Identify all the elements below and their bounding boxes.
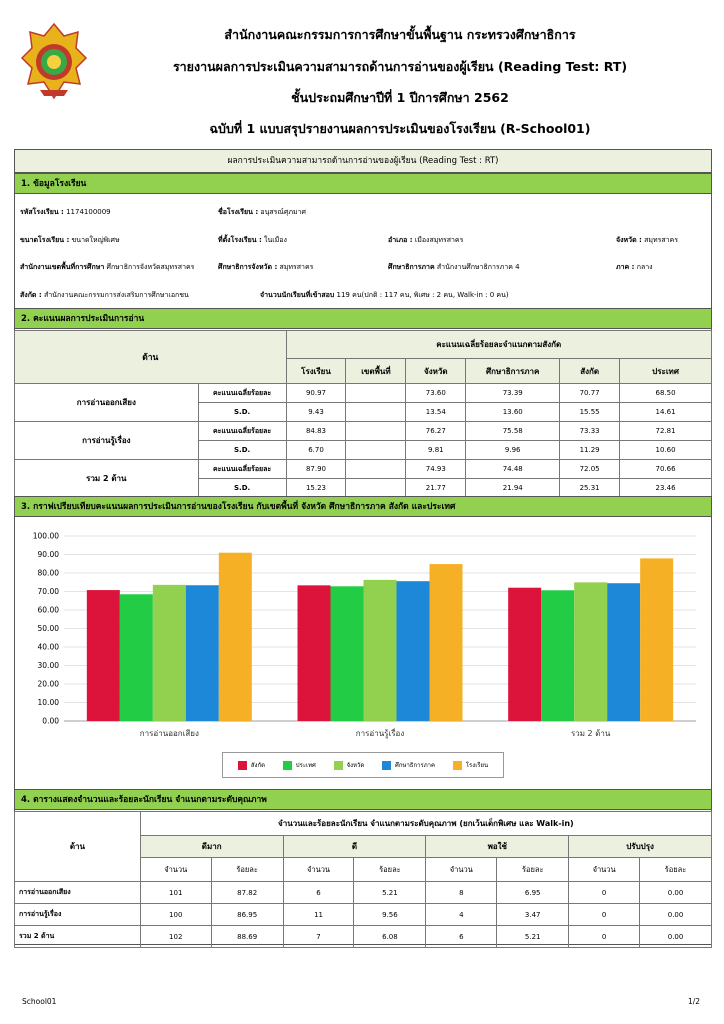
legend-label: จังหวัด	[346, 762, 365, 769]
score-mean-cell: 73.33	[560, 422, 620, 441]
chart-bar	[364, 580, 397, 721]
region-edu: ศึกษาธิการภาค สำนักงานศึกษาธิการภาค 4	[388, 263, 520, 271]
quality-level-header: พอใช้	[426, 836, 569, 858]
quality-cell: 4	[426, 904, 497, 926]
quality-aspect: การอ่านออกเสียง	[15, 882, 141, 904]
chart-legend	[222, 752, 504, 778]
quality-cell: 6.95	[497, 882, 569, 904]
chart-bar	[397, 581, 430, 721]
score-mean-label: คะแนนเฉลี่ยร้อยละ	[198, 460, 286, 479]
quality-sub-header: จำนวน	[569, 858, 640, 882]
chart-y-tick-label: 70.00	[37, 587, 59, 596]
chart-bar	[120, 594, 153, 721]
score-sd-label: S.D.	[198, 479, 286, 498]
score-mean-cell	[346, 384, 406, 403]
score-mean-cell: 75.58	[466, 422, 560, 441]
quality-level-header: ปรับปรุง	[569, 836, 712, 858]
quality-cell: 86.95	[211, 904, 283, 926]
chart-bar	[541, 590, 574, 721]
score-sd-cell	[346, 441, 406, 460]
score-sd-cell	[346, 403, 406, 422]
quality-cell: 6	[283, 882, 354, 904]
quality-cell: 3.47	[497, 904, 569, 926]
score-col-group: คะแนนเฉลี่ยร้อยละจำแนกตามสังกัด	[286, 331, 711, 359]
legend-label: ประเทศ	[295, 762, 316, 769]
quality-cell: 0	[569, 904, 640, 926]
score-mean-cell	[346, 460, 406, 479]
footer-report-code: School01	[22, 997, 57, 1006]
score-col-area: เขตพื้นที่	[346, 359, 406, 384]
chart-y-tick-label: 80.00	[37, 568, 59, 578]
quality-cell: 9.56	[354, 904, 426, 926]
quality-cell: 0	[569, 882, 640, 904]
header-line-2: รายงานผลการประเมินความสามารถด้านการอ่านของผู้เรียน (Reading Test: RT)	[172, 59, 628, 74]
footer-page-number: 1/2	[688, 997, 701, 1006]
quality-level-header: ดีมาก	[140, 836, 283, 858]
chart-x-tick-label: รวม 2 ด้าน	[570, 729, 611, 738]
score-mean-cell: 84.83	[286, 422, 346, 441]
legend-item	[283, 760, 316, 770]
quality-sub-header: จำนวน	[283, 858, 354, 882]
score-sd-cell: 25.31	[560, 479, 620, 498]
legend-swatch	[453, 761, 462, 770]
score-mean-cell: 70.77	[560, 384, 620, 403]
legend-item	[382, 760, 435, 770]
quality-cell: 5.21	[497, 926, 569, 948]
quality-aspect: การอ่านรู้เรื่อง	[15, 904, 141, 926]
score-bar-chart	[14, 515, 712, 788]
region: ภาค : กลาง	[616, 263, 653, 271]
chart-bar	[219, 553, 252, 721]
score-sd-cell	[346, 479, 406, 498]
quality-sub-header: จำนวน	[140, 858, 211, 882]
score-mean-label: คะแนนเฉลี่ยร้อยละ	[198, 384, 286, 403]
score-mean-cell: 73.39	[466, 384, 560, 403]
header-line-3: ชั้นประถมศึกษาปีที่ 1 ปีการศึกษา 2562	[291, 90, 509, 105]
score-col-affiliation: สังกัด	[560, 359, 620, 384]
chart-y-tick-label: 0.00	[42, 716, 59, 726]
score-mean-cell: 70.66	[620, 460, 712, 479]
school-province: จังหวัด : สมุทรสาคร	[616, 236, 678, 244]
affiliation: สังกัด : สำนักงานคณะกรรมการส่งเสริมการศึกษาเอกชน	[20, 291, 189, 299]
chart-x-tick-label: การอ่านออกเสียง	[139, 729, 199, 738]
school-name: ชื่อโรงเรียน : อนุสรณ์ศุภมาศ	[218, 208, 306, 216]
quality-col-aspect: ด้าน	[15, 812, 141, 882]
score-sd-cell: 9.43	[286, 403, 346, 422]
score-mean-cell	[346, 422, 406, 441]
score-mean-cell: 90.97	[286, 384, 346, 403]
score-mean-cell: 72.05	[560, 460, 620, 479]
quality-cell: 101	[140, 882, 211, 904]
quality-sub-header: จำนวน	[426, 858, 497, 882]
score-col-country: ประเทศ	[620, 359, 712, 384]
score-table	[14, 330, 712, 498]
quality-cell: 88.69	[211, 926, 283, 948]
score-mean-cell: 74.93	[406, 460, 466, 479]
score-sd-label: S.D.	[198, 403, 286, 422]
score-mean-cell: 72.81	[620, 422, 712, 441]
section4-title: 4. ตารางแสดงจำนวนและร้อยละนักเรียน จำแนกตามระดับคุณภาพ	[14, 789, 712, 810]
header-line-1: สำนักงานคณะกรรมการการศึกษาขั้นพื้นฐาน กระทรวงศึกษาธิการ	[224, 27, 576, 42]
school-size: ขนาดโรงเรียน : ขนาดใหญ่พิเศษ	[20, 236, 120, 244]
score-mean-cell: 68.50	[620, 384, 712, 403]
chart-bar	[298, 585, 331, 721]
score-aspect: การอ่านรู้เรื่อง	[15, 422, 199, 460]
obec-emblem-icon	[20, 22, 88, 100]
header-line-4: ฉบับที่ 1 แบบสรุปรายงานผลการประเมินของโรงเรียน (R-School01)	[209, 121, 591, 136]
quality-cell: 6.08	[354, 926, 426, 948]
score-mean-cell: 76.27	[406, 422, 466, 441]
score-col-aspect: ด้าน	[15, 331, 287, 384]
quality-cell: 0.00	[640, 926, 712, 948]
legend-item	[334, 760, 365, 770]
chart-x-tick-label: การอ่านรู้เรื่อง	[355, 729, 405, 738]
chart-y-tick-label: 60.00	[37, 605, 59, 615]
score-aspect: รวม 2 ด้าน	[15, 460, 199, 498]
score-aspect: การอ่านออกเสียง	[15, 384, 199, 422]
legend-label: โรงเรียน	[465, 762, 489, 769]
score-sd-cell: 11.29	[560, 441, 620, 460]
school-district: อำเภอ : เมืองสมุทรสาคร	[388, 236, 464, 244]
score-sd-label: S.D.	[198, 441, 286, 460]
province-edu: ศึกษาธิการจังหวัด : สมุทรสาคร	[218, 263, 314, 271]
score-sd-cell: 21.94	[466, 479, 560, 498]
chart-y-tick-label: 50.00	[37, 624, 59, 633]
score-sd-cell: 10.60	[620, 441, 712, 460]
quality-row	[15, 926, 712, 948]
quality-cell: 0.00	[640, 882, 712, 904]
chart-y-tick-label: 100.00	[32, 531, 59, 541]
section2-title: 2. คะแนนผลการประเมินการอ่าน	[14, 308, 712, 329]
chart-y-tick-label: 20.00	[37, 679, 59, 689]
quality-row	[15, 904, 712, 926]
school-location: ที่ตั้งโรงเรียน : ในเมือง	[218, 236, 287, 244]
quality-cell: 11	[283, 904, 354, 926]
legend-item	[453, 760, 488, 770]
legend-swatch	[283, 761, 292, 770]
quality-cell: 87.82	[211, 882, 283, 904]
quality-cell: 6	[426, 926, 497, 948]
quality-cell: 102	[140, 926, 211, 948]
quality-sub-header: ร้อยละ	[211, 858, 283, 882]
score-mean-cell: 73.60	[406, 384, 466, 403]
score-sd-cell: 6.70	[286, 441, 346, 460]
chart-bar	[153, 585, 186, 721]
quality-sub-header: ร้อยละ	[354, 858, 426, 882]
report-title: ผลการประเมินความสามารถด้านการอ่านของผู้เรียน (Reading Test : RT)	[14, 149, 712, 173]
area-office: สำนักงานเขตพื้นที่การศึกษา ศึกษาธิการจังหวัดสมุทรสาคร	[20, 263, 195, 271]
quality-cell: 5.21	[354, 882, 426, 904]
score-sd-cell: 15.23	[286, 479, 346, 498]
chart-bar	[331, 586, 364, 721]
quality-level-header: ดี	[283, 836, 426, 858]
quality-aspect: รวม 2 ด้าน	[15, 926, 141, 948]
quality-cell: 100	[140, 904, 211, 926]
legend-swatch	[238, 761, 247, 770]
quality-row	[15, 882, 712, 904]
score-mean-cell: 74.48	[466, 460, 560, 479]
chart-bar	[508, 588, 541, 721]
chart-y-tick-label: 10.00	[37, 698, 59, 707]
legend-item	[238, 760, 265, 770]
section1-title: 1. ข้อมูลโรงเรียน	[14, 173, 712, 194]
score-sd-cell: 9.96	[466, 441, 560, 460]
score-sd-cell: 14.61	[620, 403, 712, 422]
legend-label: ศึกษาธิการภาค	[395, 762, 436, 769]
legend-label: สังกัด	[250, 762, 265, 769]
score-row-mean	[15, 422, 712, 441]
chart-bar	[607, 583, 640, 721]
score-col-province: จังหวัด	[406, 359, 466, 384]
section3-title: 3. กราฟเปรียบเทียบคะแนนผลการประเมินการอ่านของโรงเรียน กับเขตพื้นที่ จังหวัด ศึกษาธิการภาค สังกัด และประเทศ	[14, 496, 712, 517]
score-sd-cell: 13.54	[406, 403, 466, 422]
score-col-region: ศึกษาธิการภาค	[466, 359, 560, 384]
legend-swatch	[382, 761, 391, 770]
quality-cell: 0.00	[640, 904, 712, 926]
legend-swatch	[334, 761, 343, 770]
score-mean-label: คะแนนเฉลี่ยร้อยละ	[198, 422, 286, 441]
quality-table	[14, 811, 712, 948]
chart-bar	[186, 585, 219, 721]
score-row-mean	[15, 384, 712, 403]
score-col-school: โรงเรียน	[286, 359, 346, 384]
chart-y-tick-label: 30.00	[37, 661, 59, 670]
quality-cell: 8	[426, 882, 497, 904]
quality-sub-header: ร้อยละ	[497, 858, 569, 882]
chart-y-tick-label: 90.00	[37, 550, 59, 559]
score-row-mean	[15, 460, 712, 479]
chart-bar	[640, 558, 673, 721]
report-header	[0, 0, 724, 140]
score-sd-cell: 13.60	[466, 403, 560, 422]
chart-bar	[430, 564, 463, 721]
chart-bar	[574, 582, 607, 721]
chart-bar	[87, 590, 120, 721]
score-sd-cell: 9.81	[406, 441, 466, 460]
students-count: จำนวนนักเรียนที่เข้าสอบ 119 คน(ปกติ : 117 คน, พิเศษ : 2 คน, Walk-in : 0 คน)	[260, 291, 509, 299]
score-sd-cell: 15.55	[560, 403, 620, 422]
score-sd-cell: 23.46	[620, 479, 712, 498]
quality-cell: 7	[283, 926, 354, 948]
school-code: รหัสโรงเรียน : 1174100009	[20, 208, 111, 216]
chart-y-tick-label: 40.00	[37, 642, 59, 652]
quality-cell: 0	[569, 926, 640, 948]
quality-group-title: จำนวนและร้อยละนักเรียน จำแนกตามระดับคุณภาพ (ยกเว้นเด็กพิเศษ และ Walk-in)	[140, 812, 711, 836]
quality-sub-header: ร้อยละ	[640, 858, 712, 882]
score-sd-cell: 21.77	[406, 479, 466, 498]
score-mean-cell: 87.90	[286, 460, 346, 479]
